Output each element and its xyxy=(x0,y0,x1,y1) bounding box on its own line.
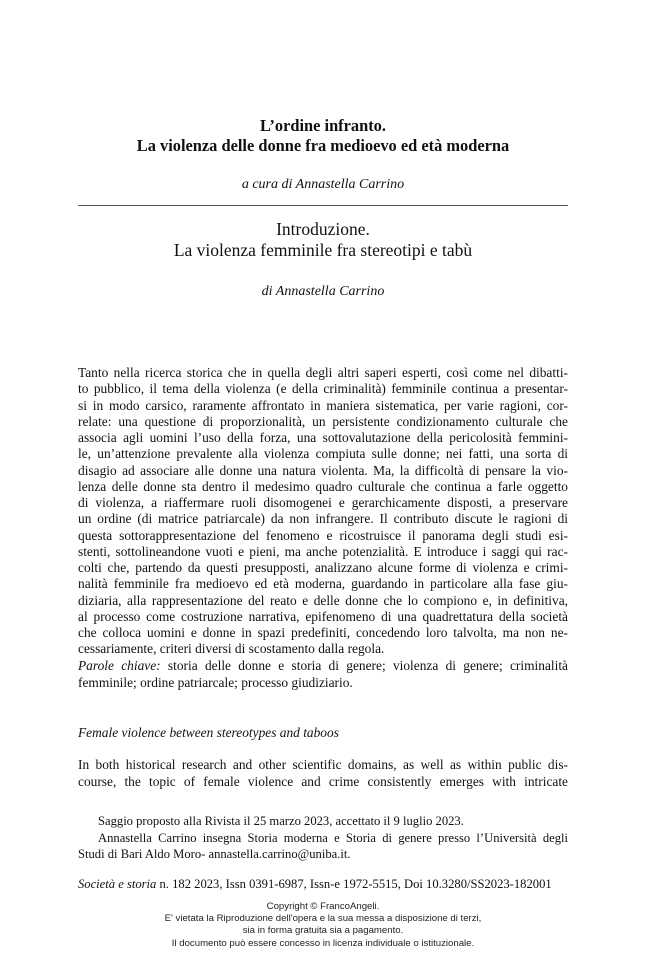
abstract-line: associa agli uomini l’uso della forza, una sottovalutazione della pericolosità femmini- xyxy=(78,430,568,445)
abstract-paragraph xyxy=(78,365,568,658)
copyright-line: sia in forma gratuita sia a pagamento. xyxy=(242,925,404,937)
keywords-list-start: storia delle donne e storia di genere; violenza di genere; criminalità xyxy=(160,658,568,673)
article-title-line-1: Introduzione. xyxy=(276,219,370,239)
copyright-notice xyxy=(78,901,568,950)
copyright-line: Copyright © FrancoAngeli. xyxy=(266,901,380,912)
abstract-line-last: cessariamente, criteri diversi di scostamento dalla regola. xyxy=(78,641,385,657)
abstract-line: to pubblico, il tema della violenza (e della criminalità) femminile continua a presentar- xyxy=(78,381,568,397)
abstract-line: un ordine (di matrice patriarcale) da non infrangere. Il contributo discute le ragioni di xyxy=(78,511,568,527)
abstract-line: colti che, partendo da questi presupposti, analizzano alcune forme di violenza e crimi- xyxy=(78,560,568,575)
abstract-line: lenza delle donne sta dentro il medesimo quadro culturale che continua a farle oggetto xyxy=(78,478,568,494)
article-title-line-2: La violenza femminile fra stereotipi e tabù xyxy=(173,240,473,260)
abstract-line: che colloca uomini e donne in spazi predefiniti, concedendo loro talvolta, ma non ne- xyxy=(78,625,568,640)
keywords-line-1 xyxy=(78,657,568,674)
issue-title-line-1: L’ordine infranto. xyxy=(260,116,386,135)
english-abstract-line: In both historical research and other scientific domains, as well as within public dis- xyxy=(78,757,568,772)
keywords-line-2: femminile; ordine patriarcale; processo giudiziario. xyxy=(78,675,353,690)
keywords-label: Parole chiave: xyxy=(78,658,161,673)
abstract-line: Tanto nella ricerca storica che in quella degli altri saperi esperti, così come nel dibatti- xyxy=(78,365,568,380)
issue-editor: a cura di Annastella Carrino xyxy=(241,177,405,192)
english-abstract xyxy=(78,756,568,790)
abstract-line: diziaria, alla rappresentazione del reato e delle donne che lo compiono e, in definitiva, xyxy=(78,592,568,608)
keywords-paragraph xyxy=(78,657,568,691)
abstract-line: di violenza, a riaffermare ruoli disomogenei e gerarchicamente disposti, a preservare xyxy=(78,495,568,510)
copyright-line: E' vietata la Riproduzione dell'opera e la sua messa a disposizione di terzi, xyxy=(164,913,482,925)
issue-title xyxy=(78,116,568,156)
abstract-line: questa sottorappresentazione del fenomeno e ricostruisce il panorama degli studi esi- xyxy=(78,527,568,543)
author-affiliation-cont: Studi di Bari Aldo Moro- annastella.carrino@uniba.it. xyxy=(78,847,351,861)
author-affiliation: Annastella Carrino insegna Storia moderna e Storia di genere presso l’Università degli xyxy=(98,830,568,845)
abstract-line: stenti, sottolineandone vuoti e pieni, ma anche potenzialità. E introduce i saggi qui rac- xyxy=(78,543,568,559)
abstract-line: al processo come costruzione narrativa, epifenomeno di una quadrettatura della società xyxy=(78,608,568,624)
journal-name: Società e storia xyxy=(78,877,157,891)
abstract-line: relate: una questione di proporzionalità, un persistente condizionamento culturale che xyxy=(78,413,568,429)
article-footnote xyxy=(78,813,568,863)
article-title xyxy=(78,219,568,261)
section-divider xyxy=(78,205,568,206)
abstract-line: disagio ad associare alle donne una natura violenta. Ma, la difficoltà di pensare la vio- xyxy=(78,462,568,478)
issue-title-line-2: La violenza delle donne fra medioevo ed età moderna xyxy=(136,136,510,155)
abstract-line: si in modo carsico, raramente affrontato in maniera sistematica, per varie ragioni, cor- xyxy=(78,397,568,413)
copyright-line: Il documento può essere concesso in licenza individuale o istituzionale. xyxy=(171,937,475,949)
article-author: di Annastella Carrino xyxy=(261,284,385,299)
abstract-line: nalità femminile fra medioevo ed età moderna, guardando in particolare alla fase giu- xyxy=(78,576,568,592)
english-title: Female violence between stereotypes and taboos xyxy=(78,725,339,740)
abstract-line: le, un’attenzione prevalente alla violenza compiuta sulle donne; nei fatti, una sorta di xyxy=(78,446,568,462)
english-abstract-line: course, the topic of female violence and crime consistently emerges with intricate xyxy=(78,774,568,789)
citation-details: n. 182 2023, Issn 0391-6987, Issn-e 1972-5515, Doi 10.3280/SS2023-182001 xyxy=(156,877,552,891)
submission-dates: Saggio proposto alla Rivista il 25 marzo 2023, accettato il 9 luglio 2023. xyxy=(98,814,464,828)
journal-citation xyxy=(78,876,568,892)
